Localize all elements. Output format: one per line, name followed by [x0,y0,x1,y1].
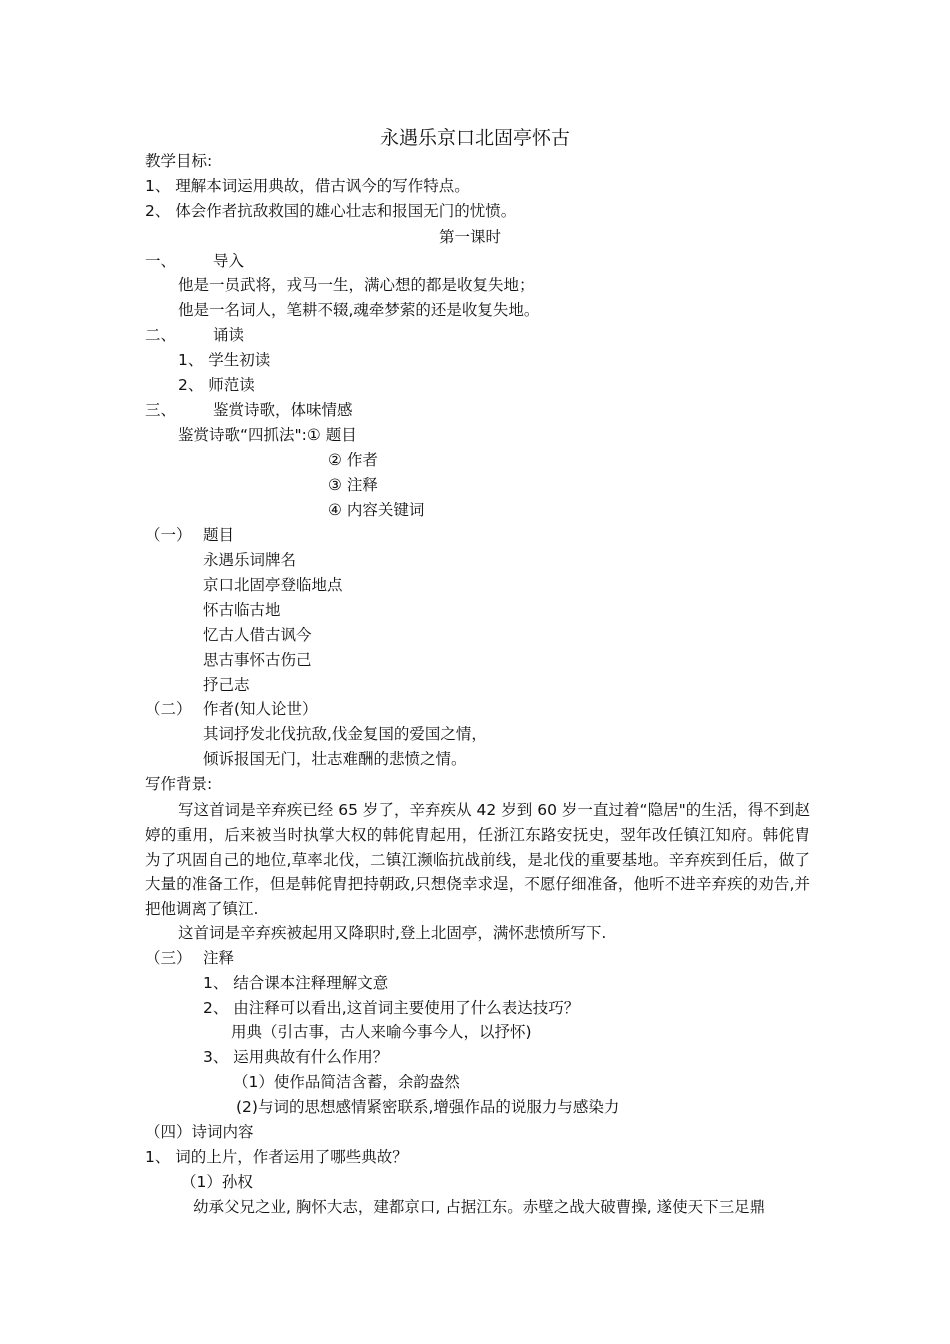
part-number: （二） [145,700,192,718]
content-question: 1、 词的上片，作者运用了哪些典故？ [145,1148,408,1166]
annotation-answer: (2)与词的思想感情紧密联系,增强作品的说服力与感染力 [236,1098,620,1116]
background-heading: 写作背景: [145,775,213,793]
part-number: （三） [145,949,192,967]
title-analysis-line: 思古事怀古伤己 [203,651,312,669]
title-analysis-line: 忆古人借古讽今 [203,626,312,644]
background-text: 写这首词是辛弃疾已经 65 岁了，辛弃疾从 42 岁到 60 岁一直过着“隐居"的生活，得不到赵婷的重用，后来被当时执掌大权的韩侂胄起用，任浙江东路安抚史，翌年改任镇江知府。韩侂胄为了巩固自己的地位,草率北伐，二镇江濒临抗战前线，是北伐的重要基地。辛弃疾到任后，做了大量的准备工作，但是韩侂胄把持朝政,只想侥幸求逞，不愿仔细准备，他听不进辛弃疾的劝告,并把他调离了镇江. [145,801,810,919]
lesson-heading: 第一课时 [439,228,502,246]
section-number: 三、 [145,401,177,419]
title-analysis-line: 抒己志 [203,676,250,694]
section-title: 诵读 [213,326,245,344]
method-item: ② 作者 [328,451,378,469]
objective-item: 1、 理解本词运用典故，借古讽今的写作特点。 [145,177,470,195]
reading-item: 1、 学生初读 [178,351,271,369]
part-title: 作者(知人论世） [203,700,318,718]
section-number: 二、 [145,326,177,344]
annotation-question: 1、 结合课本注释理解文意 [203,974,389,992]
part-title: 题目 [203,526,235,544]
title-analysis-line: 怀古临古地 [203,601,281,619]
objective-item: 2、 体会作者抗敌救国的雄心壮志和报国无门的忧愤。 [145,202,517,220]
annotation-answer: 用典（引古事，古人来喻今事今人，以抒怀) [231,1023,532,1041]
annotation-answer: （1）使作品简洁含蓄，余韵盎然 [233,1073,460,1091]
background-paragraph [145,798,810,922]
allusion-heading: （1）孙权 [181,1173,253,1191]
method-item: ③ 注释 [328,476,378,494]
title-analysis-line: 京口北固亭登临地点 [203,576,343,594]
part-number: （一） [145,526,192,544]
method-intro: 鉴赏诗歌“四抓法":① 题目 [178,426,357,444]
part-heading: （四）诗词内容 [145,1123,254,1141]
intro-line: 他是一员武将，戎马一生，满心想的都是收复失地； [178,276,535,294]
allusion-text: 幼承父兄之业, 胸怀大志，建都京口, 占据江东。赤壁之战大破曹操, 遂使天下三足鼎 [193,1198,766,1216]
intro-line: 他是一名词人，笔耕不辍,魂牵梦萦的还是收复失地。 [178,301,540,319]
author-line: 倾诉报国无门，壮志难酬的悲愤之情。 [203,750,467,768]
annotation-question: 2、 由注释可以看出,这首词主要使用了什么表达技巧？ [203,999,580,1017]
section-title: 导入 [213,252,245,270]
background-paragraph-2: 这首词是辛弃疾被起用又降职时,登上北固亭，满怀悲愤所写下. [178,924,607,942]
annotation-question: 3、 运用典故有什么作用？ [203,1048,389,1066]
section-number: 一、 [145,252,177,270]
part-title: 注释 [203,949,235,967]
title-analysis-line: 永遇乐词牌名 [203,551,297,569]
method-item: ④ 内容关键词 [328,501,425,519]
section-title: 鉴赏诗歌，体味情感 [213,401,353,419]
document-title: 永遇乐京口北固亭怀古 [379,127,570,149]
author-line: 其词抒发北伐抗敌,伐金复国的爱国之情， [203,725,487,743]
objectives-heading: 教学目标: [145,152,213,170]
reading-item: 2、 师范读 [178,376,255,394]
